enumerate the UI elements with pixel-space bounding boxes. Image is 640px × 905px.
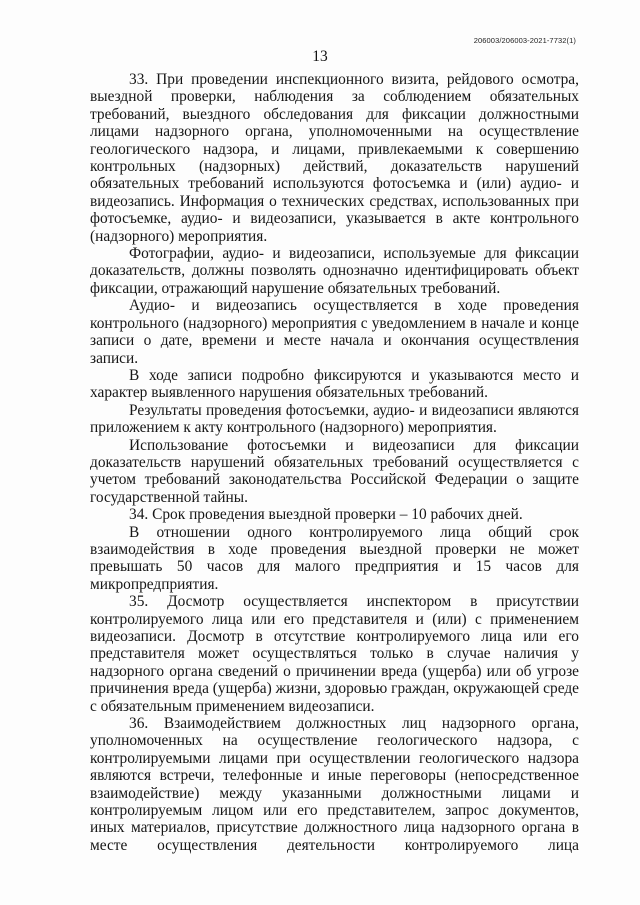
paragraph-interaction-limit: В отношении одного контролируемого лица общий срок взаимодействия в ходе проведения выездной проверки не может превышать 50 часов для малого предприятия и 15 часов для микропредприятия. xyxy=(90,523,579,593)
paragraph-36: 36. Взаимодействием должностных лиц надзорного органа, уполномоченных на осуществление геологического надзора, с контролируемыми лицами при осуществлении геологического надзора являются встречи, телефонные и иные переговоры (непосредственное взаимодействие) между указанными должностными лицами и контролируемым лицом или его представителем, запрос документов, иных материалов, присутствие должностного лица надзорного органа в месте осуществления деятельности контролируемого лица xyxy=(90,715,579,854)
document-body xyxy=(90,71,579,854)
paragraph-recording-results: Результаты проведения фотосъемки, аудио- и видеозаписи являются приложением к акту контрольного (надзорного) мероприятия. xyxy=(90,401,579,437)
paragraph-33: 33. При проведении инспекционного визита, рейдового осмотра, выездной проверки, наблюдения за соблюдением обязательных требований, выездного обследования для фиксации должностными лицами надзорного органа, уполномоченными на осуществление геологического надзора, и лицами, привлекаемыми к совершению контрольных (надзорных) действий, доказательств нарушений обязательных требований используются фотосъемка и (или) аудио- и видеозапись. Информация о технических средствах, использованных при фотосъемке, аудио- и видеозаписи, указывается в акте контрольного (надзорного) мероприятия. xyxy=(90,71,579,245)
page-number: 13 xyxy=(312,48,328,65)
paragraph-recording-details: В ходе записи подробно фиксируются и указываются место и характер выявленного нарушения обязательных требований. xyxy=(90,366,579,402)
paragraph-35: 35. Досмотр осуществляется инспектором в присутствии контролируемого лица или его представителя и (или) с применением видеозаписи. Досмотр в отсутствие контролируемого лица или его представителя может осуществляться только в случае наличия у надзорного органа сведений о причинении вреда (ущерба) или об угрозе причинения вреда (ущерба) жизни, здоровью граждан, окружающей среде с обязательным применением видеозаписи. xyxy=(90,593,579,715)
paragraph-state-secret: Использование фотосъемки и видеозаписи для фиксации доказательств нарушений обязательных требований осуществляется с учетом требований законодательства Российской Федерации о защите государственной тайны. xyxy=(90,436,579,506)
paragraph-photo-requirements: Фотографии, аудио- и видеозаписи, используемые для фиксации доказательств, должны позволять однозначно идентифицировать объект фиксации, отражающий нарушение обязательных требований. xyxy=(90,245,579,297)
paragraph-recording-notice: Аудио- и видеозапись осуществляется в ходе проведения контрольного (надзорного) мероприятия с уведомлением в начале и конце записи о дате, времени и месте начала и окончания осуществления записи. xyxy=(90,297,579,367)
paragraph-34: 34. Срок проведения выездной проверки – 10 рабочих дней. xyxy=(129,506,523,524)
document-id: 206003/206003-2021-7732(1) xyxy=(473,36,576,45)
